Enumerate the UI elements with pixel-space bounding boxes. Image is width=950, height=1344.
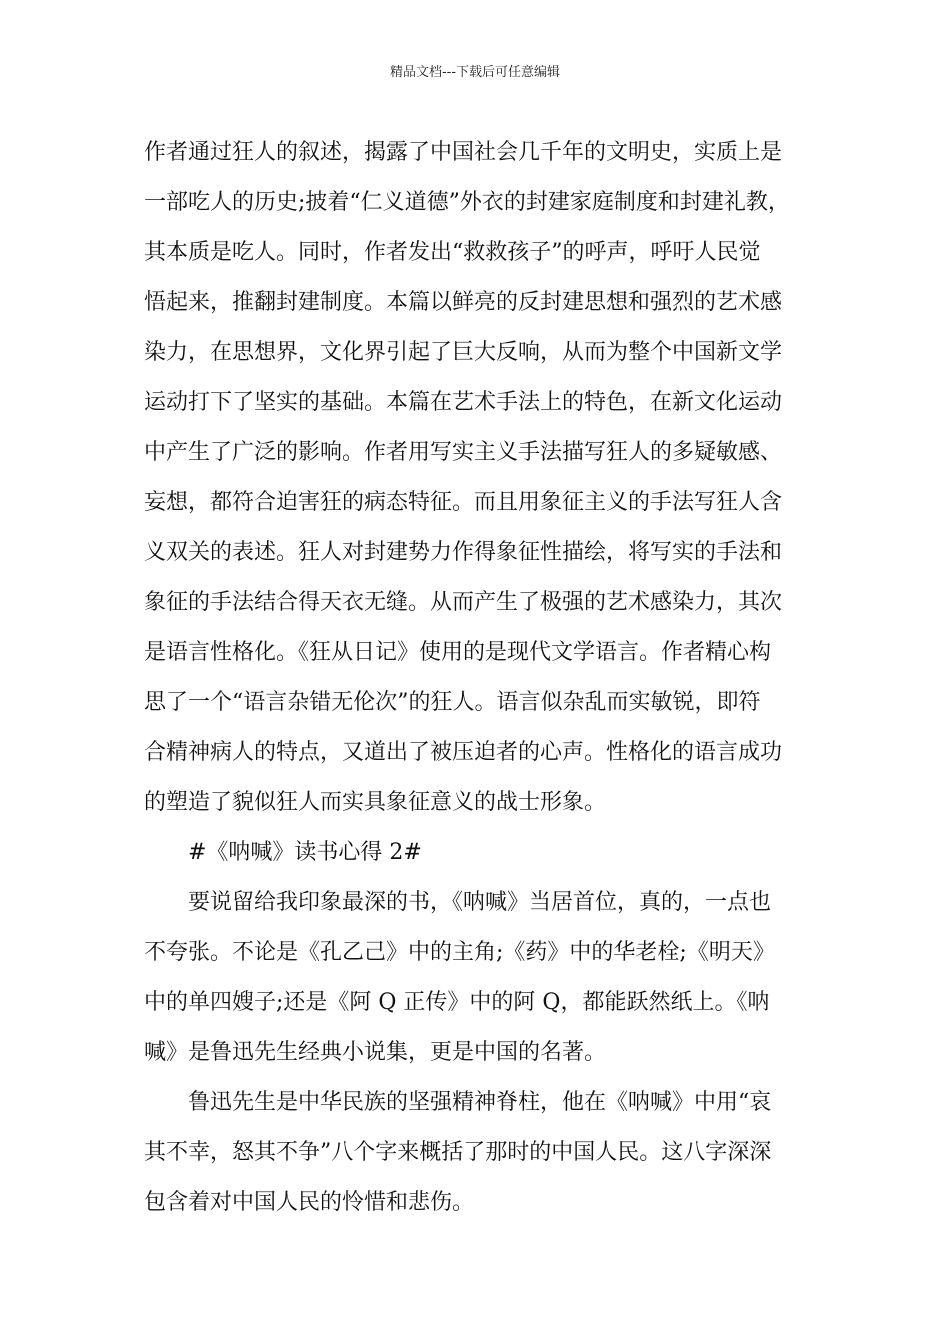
text-line: 合精神病人的特点，又道出了被压迫者的心声。性格化的语言成功 [144, 740, 783, 765]
text-line: 其本质是吃人。同时，作者发出“救救孩子”的呼声，呼吁人民觉 [144, 240, 761, 265]
text-line: 不夸张。不论是《孔乙己》中的主角;《药》中的华老栓;《明天》 [144, 940, 775, 965]
text-line: #《呐喊》读书心得 2# [188, 840, 422, 865]
text-line: 象征的手法结合得天衣无缝。从而产生了极强的艺术感染力，其次 [144, 590, 783, 615]
text-line: 染力，在思想界，文化界引起了巨大反响，从而为整个中国新文学 [144, 340, 783, 365]
text-line: 中的单四嫂子;还是《阿 Q 正传》中的阿 Q，都能跃然纸上。《呐 [144, 990, 770, 1015]
text-line: 是语言性格化。《狂从日记》使用的是现代文学语言。作者精心构 [144, 640, 772, 665]
text-line: 运动打下了坚实的基础。本篇在艺术手法上的特色，在新文化运动 [144, 390, 783, 415]
text-line: 其不幸，怒其不争”八个字来概括了那时的中国人民。这八字深深 [144, 1140, 772, 1165]
document-body [144, 128, 808, 1228]
page-header: 精品文档---下载后可任意编辑 [389, 65, 561, 80]
text-line: 鲁迅先生是中华民族的坚强精神脊柱，他在《呐喊》中用“哀 [188, 1090, 772, 1115]
text-line: 一部吃人的历史;披着“仁义道德”外衣的封建家庭制度和封建礼教， [144, 190, 790, 215]
text-line: 作者通过狂人的叙述，揭露了中国社会几千年的文明史，实质上是 [144, 140, 783, 165]
text-line: 的塑造了貌似狂人而实具象征意义的战士形象。 [144, 790, 607, 815]
text-line: 包含着对中国人民的怜惜和悲伤。 [144, 1190, 475, 1215]
text-line: 思了一个“语言杂错无伦次”的狂人。语言似杂乱而实敏锐，即符 [144, 690, 761, 715]
text-line: 中产生了广泛的影响。作者用写实主义手法描写狂人的多疑敏感、 [144, 440, 783, 465]
text-line: 义双关的表述。狂人对封建势力作得象征性描绘，将写实的手法和 [144, 540, 783, 565]
text-line: 要说留给我印象最深的书，《呐喊》当居首位，真的，一点也 [188, 890, 772, 915]
text-line: 妄想，都符合迫害狂的病态特征。而且用象征主义的手法写狂人含 [144, 490, 783, 515]
text-line: 悟起来，推翻封建制度。本篇以鲜亮的反封建思想和强烈的艺术感 [144, 290, 783, 315]
text-line: 喊》是鲁迅先生经典小说集，更是中国的名著。 [144, 1040, 607, 1065]
